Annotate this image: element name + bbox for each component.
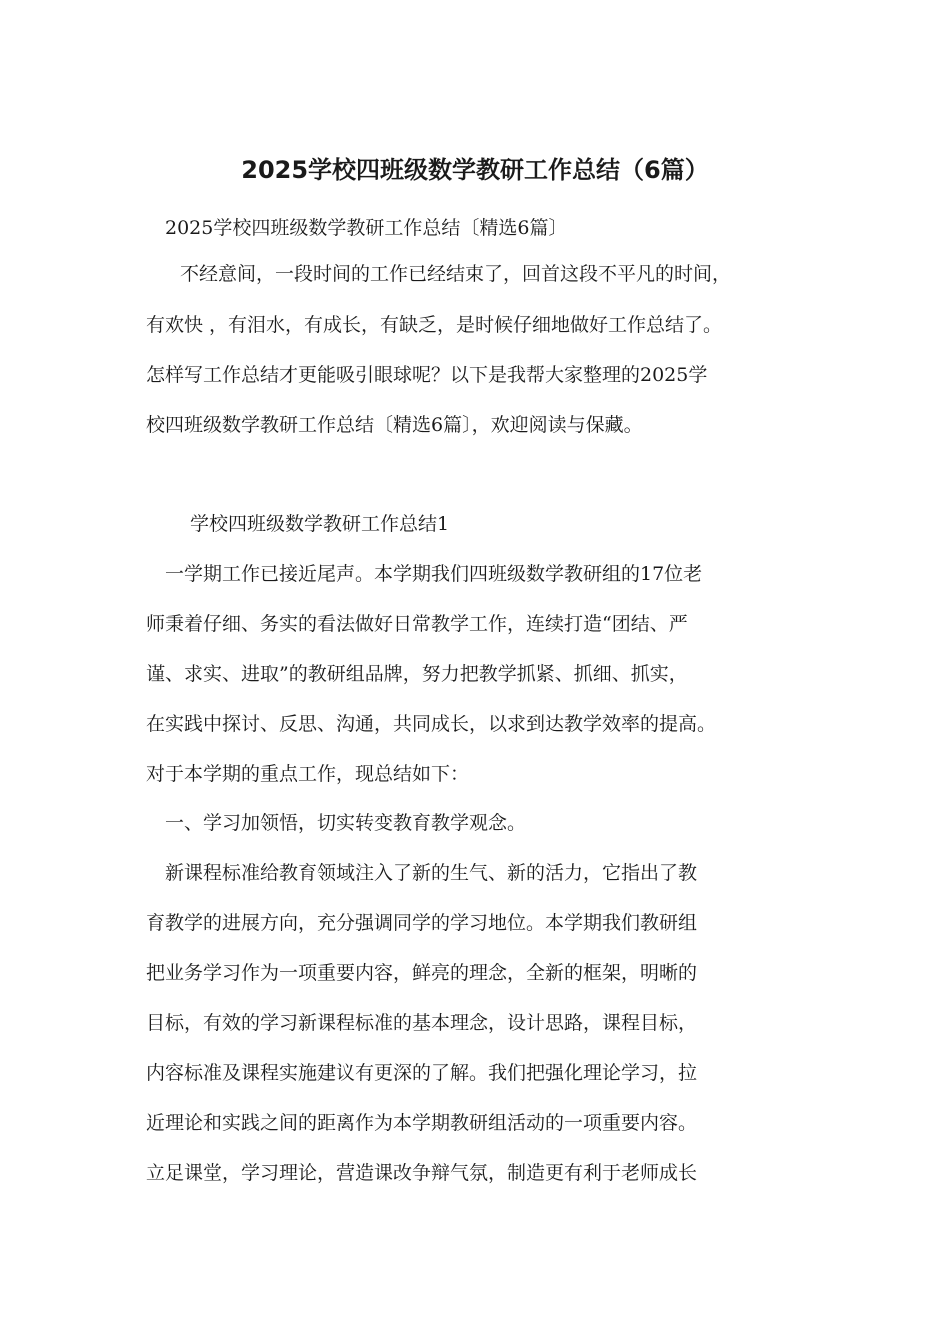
paragraph-line: 内容标准及课程实施建议有更深的了解。我们把强化理论学习，拉 <box>146 1062 698 1084</box>
paragraph-line: 师秉着仔细、务实的看法做好日常教学工作，连续打造“团结、严 <box>146 613 688 635</box>
paragraph-line: 近理论和实践之间的距离作为本学期教研组活动的一项重要内容。 <box>146 1112 698 1134</box>
paragraph-line: 目标，有效的学习新课程标准的基本理念，设计思路，课程目标， <box>146 1012 698 1034</box>
paragraph-line: 在实践中探讨、反思、沟通，共同成长，以求到达教学效率的提高。 <box>146 713 717 735</box>
paragraph-line: 谨、求实、进取”的教研组品牌，努力把教学抓紧、抓细、抓实， <box>146 663 688 685</box>
paragraph-line: 对于本学期的重点工作，现总结如下： <box>146 763 470 785</box>
paragraph-line: 一学期工作已接近尾声。本学期我们四班级数学教研组的17位老 <box>165 563 703 585</box>
section-heading: 学校四班级数学教研工作总结1 <box>190 513 450 535</box>
paragraph-line: 把业务学习作为一项重要内容，鲜亮的理念，全新的框架，明晰的 <box>146 962 698 984</box>
paragraph-line: 新课程标准给教育领域注入了新的生气、新的活力，它指出了教 <box>165 862 698 884</box>
subsection-heading: 一、学习加领悟，切实转变教育教学观念。 <box>165 812 527 834</box>
paragraph-line: 立足课堂，学习理论，营造课改争辩气氛，制造更有利于老师成长 <box>146 1162 698 1184</box>
subtitle-line: 2025学校四班级数学教研工作总结〔精选6篇〕 <box>165 217 568 239</box>
document-title: 2025学校四班级数学教研工作总结（6篇） <box>241 156 709 184</box>
paragraph-line: 育教学的进展方向，充分强调同学的学习地位。本学期我们教研组 <box>146 912 698 934</box>
paragraph-line: 怎样写工作总结才更能吸引眼球呢？以下是我帮大家整理的2025学 <box>146 364 708 386</box>
paragraph-line: 校四班级数学教研工作总结〔精选6篇〕，欢迎阅读与保藏。 <box>146 414 643 436</box>
paragraph-line: 不经意间，一段时间的工作已经结束了，回首这段不平凡的时间， <box>180 263 732 285</box>
paragraph-line: 有欢快 ，有泪水，有成长，有缺乏，是时候仔细地做好工作总结了。 <box>146 314 723 336</box>
